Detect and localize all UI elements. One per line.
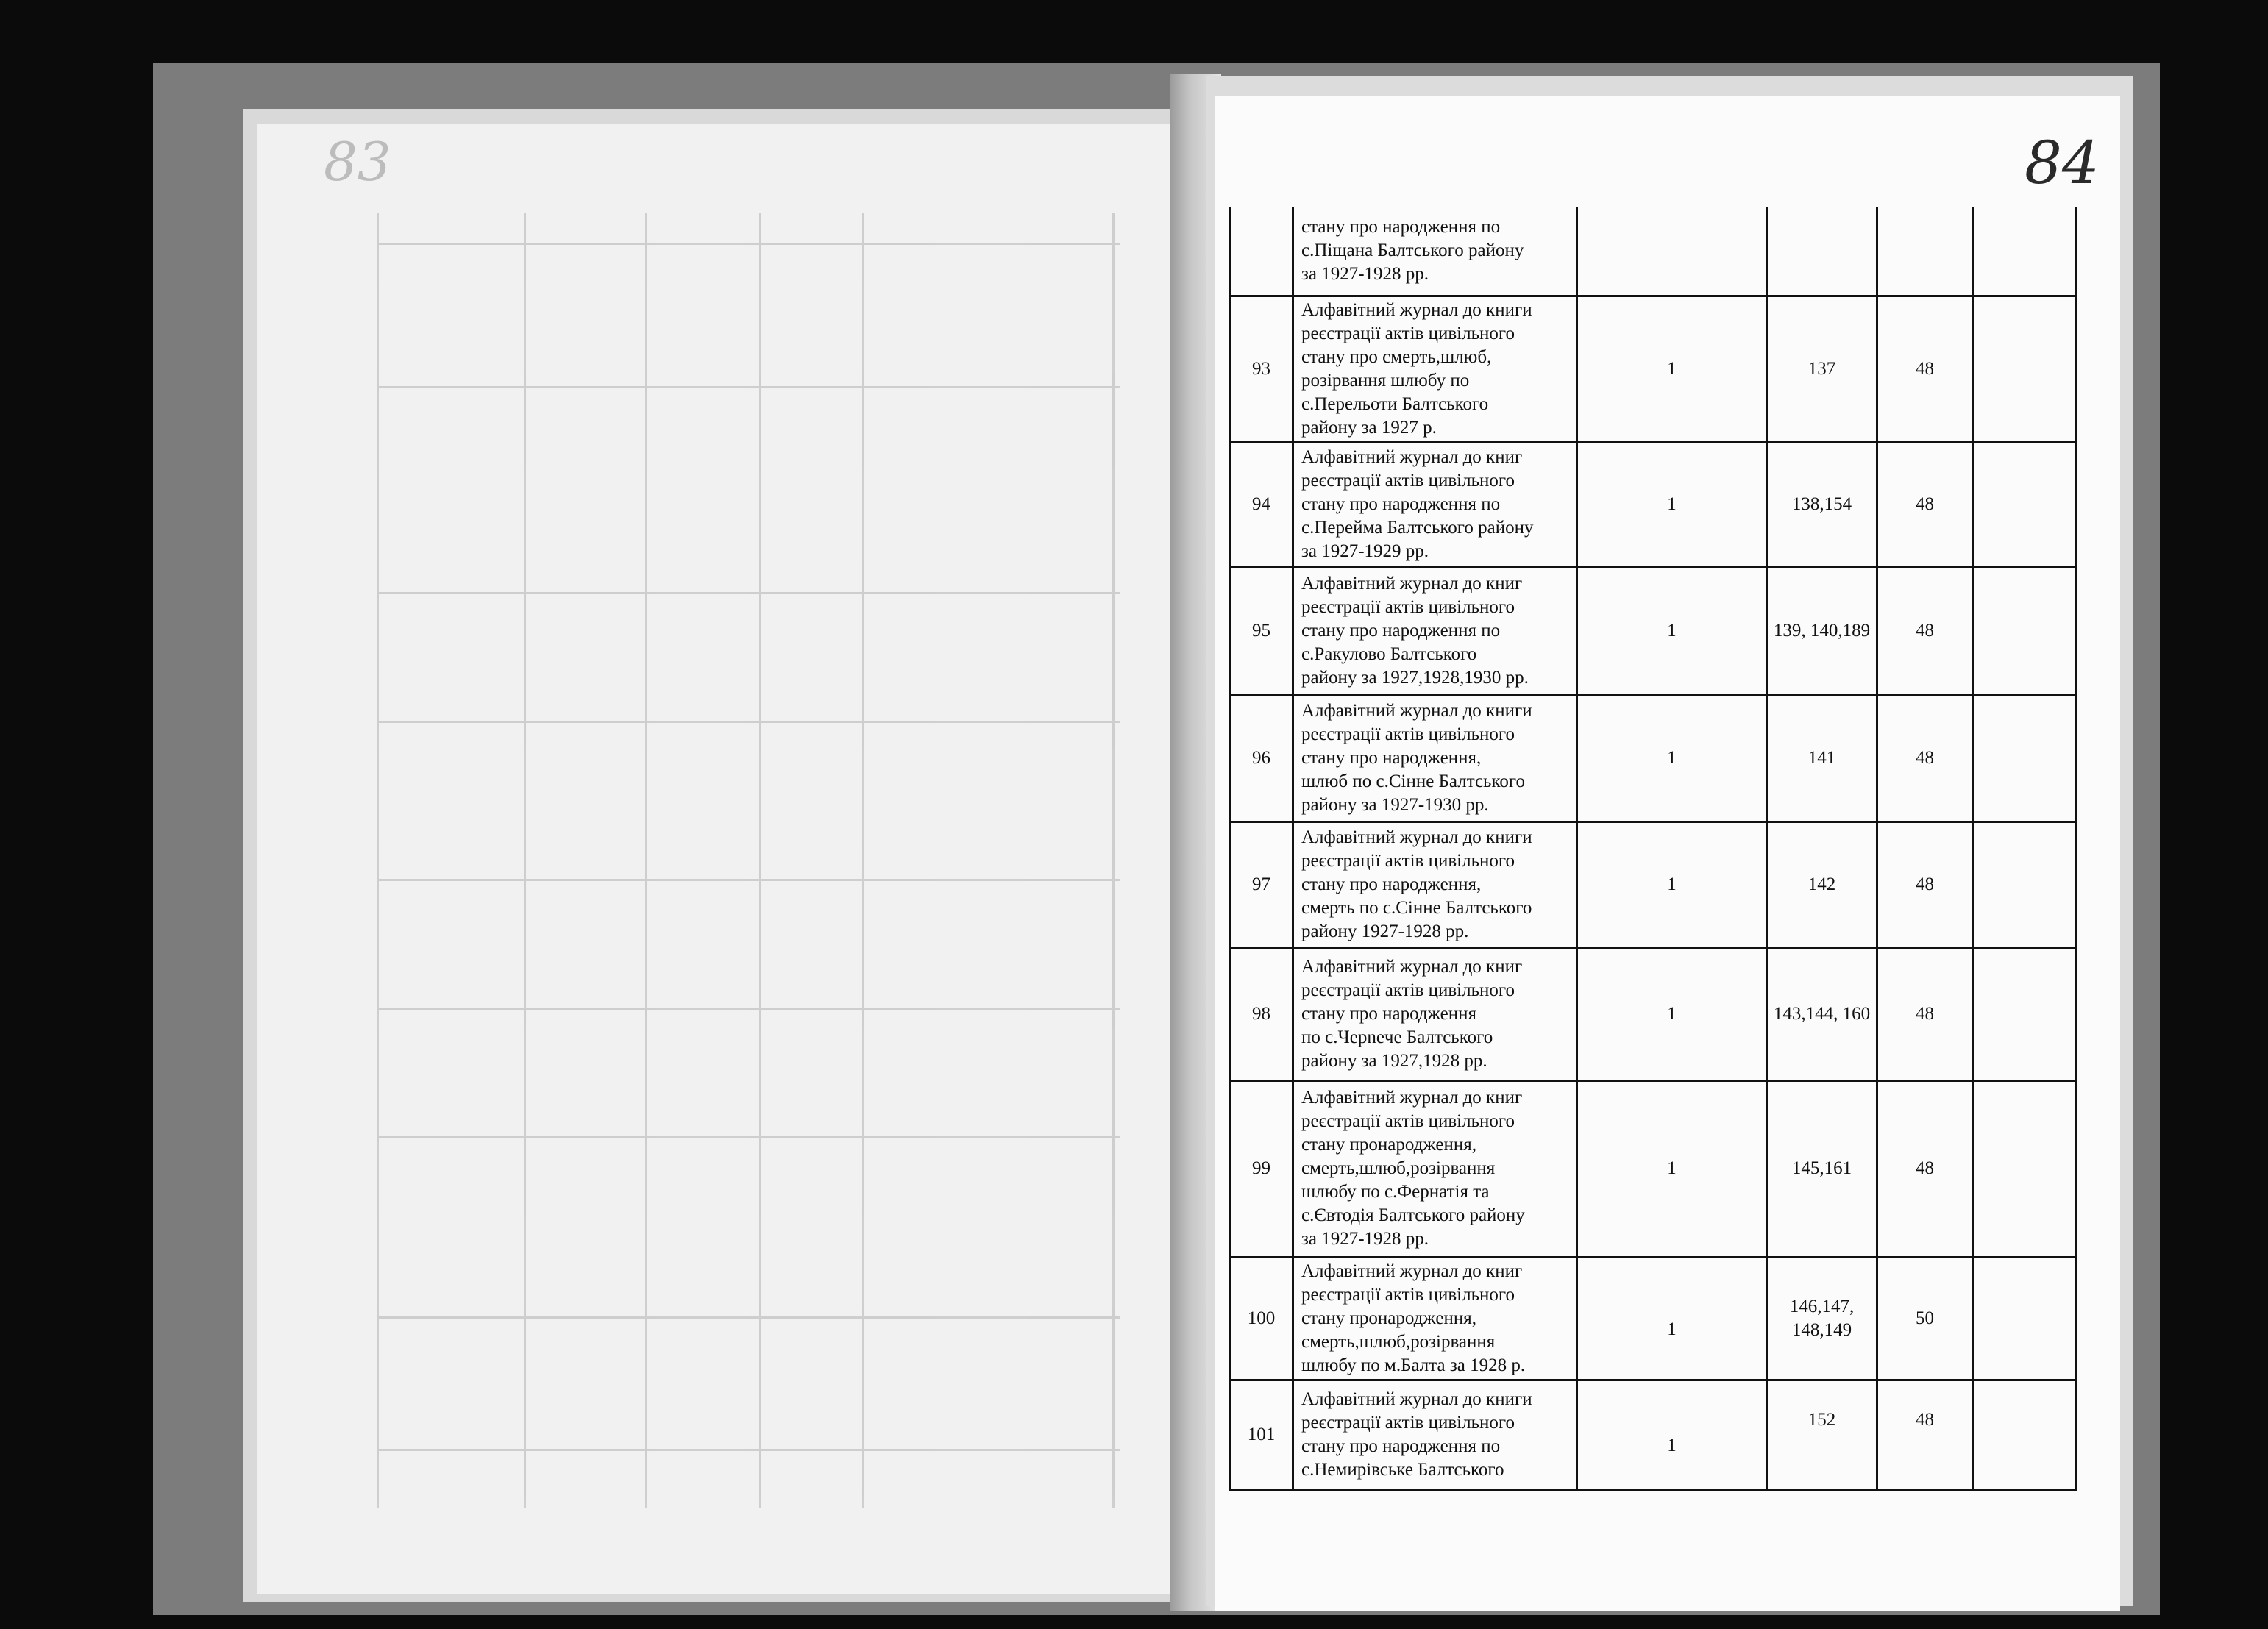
entry-fund-value: 48 (1916, 1410, 1934, 1430)
entry-fund-value: 48 (1916, 358, 1934, 379)
description-line: Алфавітний журнал до книг (1301, 957, 1523, 977)
entry-pages (1767, 207, 1877, 296)
entry-count-value: 1 (1667, 748, 1677, 768)
description-line: району за 1927,1928,1930 рр. (1301, 668, 1529, 688)
entry-pages-value: 138,154 (1791, 494, 1852, 514)
entry-count (1577, 1257, 1767, 1380)
entry-number: 93 (1230, 296, 1293, 442)
entry-pages (1767, 1080, 1877, 1257)
entry-description (1293, 821, 1577, 948)
description-line: шлюб по с.Сінне Балтського (1301, 771, 1525, 791)
entry-description (1293, 442, 1577, 567)
entry-number: 94 (1230, 442, 1293, 567)
entry-count-value: 1 (1667, 1158, 1677, 1178)
description-line: реєстрації актів цивільного (1301, 597, 1515, 617)
entry-pages-value: 141 (1807, 748, 1836, 768)
entry-fund-value: 48 (1916, 621, 1934, 641)
table-row (1230, 948, 2076, 1080)
entry-description (1293, 695, 1577, 821)
entry-note (1973, 1080, 2076, 1257)
entry-pages-value: 142 (1807, 874, 1836, 894)
description-line: с.Ракулово Балтського (1301, 644, 1477, 664)
entry-pages (1767, 1380, 1877, 1490)
description-line: с.Перельоти Балтського (1301, 393, 1489, 414)
entry-description (1293, 948, 1577, 1080)
entry-fund (1877, 1257, 1973, 1380)
entry-fund (1877, 695, 1973, 821)
entry-number: 95 (1230, 567, 1293, 695)
description-line: стану про народження по (1301, 494, 1501, 514)
table-row (1230, 1257, 2076, 1380)
entry-note (1973, 207, 2076, 296)
description-line: Алфавітний журнал до книги (1301, 1389, 1532, 1409)
entry-pages-value: 137 (1807, 358, 1836, 379)
description-line: с.Піщана Балтського району (1301, 240, 1524, 261)
entry-fund-value: 48 (1916, 748, 1934, 768)
entry-fund (1877, 567, 1973, 695)
description-line: реєстрації актів цивільного (1301, 323, 1515, 343)
register-table (1229, 207, 2075, 1485)
entry-fund-value: 50 (1916, 1308, 1934, 1328)
entry-description (1293, 1380, 1577, 1490)
folio-number: 84 (2025, 129, 2100, 197)
entry-note (1973, 821, 2076, 948)
entry-pages (1767, 1257, 1877, 1380)
entry-number: 99 (1230, 1080, 1293, 1257)
description-line: стану пронародження, (1301, 1135, 1476, 1155)
description-line: стану про народження, (1301, 874, 1482, 894)
entry-fund (1877, 821, 1973, 948)
entry-pages (1767, 948, 1877, 1080)
description-line: району за 1927,1928 рр. (1301, 1051, 1487, 1071)
description-line: за 1927-1929 рр. (1301, 541, 1429, 561)
entry-pages (1767, 442, 1877, 567)
entry-pages (1767, 567, 1877, 695)
description-line: району за 1927-1930 рр. (1301, 795, 1489, 815)
description-line: Алфавітний журнал до книги (1301, 299, 1532, 320)
description-line: реєстрації актів цивільного (1301, 471, 1515, 491)
table-row (1230, 207, 2076, 296)
entry-count-value: 1 (1667, 494, 1677, 514)
description-line: реєстрації актів цивільного (1301, 1111, 1515, 1131)
description-line: реєстрації актів цивільного (1301, 980, 1515, 1000)
description-line: Алфавітний журнал до книг (1301, 447, 1523, 467)
description-line: розірвання шлюбу по (1301, 370, 1470, 391)
description-line: стану про народження по (1301, 1436, 1501, 1456)
entry-number: 96 (1230, 695, 1293, 821)
entry-fund (1877, 442, 1973, 567)
description-line: Алфавітний журнал до книг (1301, 574, 1523, 594)
entry-count-value: 1 (1667, 1004, 1677, 1024)
description-line: с.Євтодія Балтського району (1301, 1205, 1525, 1225)
entry-count-value: 1 (1667, 1319, 1677, 1339)
left-page-bleed-through-table (377, 213, 1120, 1508)
entry-number: 100 (1230, 1257, 1293, 1380)
description-line: с.Немирівське Балтського (1301, 1460, 1504, 1480)
entry-note (1973, 442, 2076, 567)
description-line: реєстрації актів цивільного (1301, 724, 1515, 744)
description-line: реєстрації актів цивільного (1301, 1413, 1515, 1433)
entry-description (1293, 1080, 1577, 1257)
entry-count (1577, 1080, 1767, 1257)
table-row (1230, 442, 2076, 567)
description-line: Алфавітний журнал до книг (1301, 1088, 1523, 1108)
entry-number: 98 (1230, 948, 1293, 1080)
description-line: стану про народження (1301, 1004, 1476, 1024)
entry-count (1577, 442, 1767, 567)
description-line: шлюбу по с.Фернатія та (1301, 1182, 1490, 1202)
entry-fund-value: 48 (1916, 494, 1934, 514)
left-folio-mark: 83 (324, 131, 391, 193)
entry-note (1973, 567, 2076, 695)
description-line: стану про народження, (1301, 748, 1482, 768)
entry-fund (1877, 1080, 1973, 1257)
entry-description (1293, 207, 1577, 296)
description-line: смерть по с.Сінне Балтського (1301, 898, 1532, 918)
entry-fund (1877, 948, 1973, 1080)
entry-pages-value: 146,147, 148,149 (1789, 1296, 1855, 1340)
entry-number (1230, 207, 1293, 296)
entry-pages-value: 143,144, 160 (1773, 1004, 1871, 1024)
description-line: по с.Черneче Балтського (1301, 1027, 1493, 1047)
description-line: с.Перейма Балтського району (1301, 518, 1534, 538)
entry-count (1577, 296, 1767, 442)
entry-count-value: 1 (1667, 358, 1677, 379)
entry-pages (1767, 695, 1877, 821)
table-row (1230, 296, 2076, 442)
entry-note (1973, 1380, 2076, 1490)
description-line: стану пронародження, (1301, 1308, 1476, 1328)
entry-description (1293, 296, 1577, 442)
entry-note (1973, 695, 2076, 821)
table-row (1230, 1380, 2076, 1490)
entry-fund (1877, 207, 1973, 296)
entry-pages-value: 139, 140,189 (1773, 621, 1871, 641)
description-line: стану про народження по (1301, 621, 1501, 641)
entry-count (1577, 695, 1767, 821)
table-row (1230, 567, 2076, 695)
entry-note (1973, 948, 2076, 1080)
description-line: Алфавітний журнал до книг (1301, 1261, 1523, 1281)
entry-pages (1767, 821, 1877, 948)
entry-number: 101 (1230, 1380, 1293, 1490)
description-line: району 1927-1928 рр. (1301, 922, 1469, 941)
table-row (1230, 695, 2076, 821)
entry-fund (1877, 1380, 1973, 1490)
description-line: за 1927-1928 рр. (1301, 1229, 1429, 1249)
description-line: стану про народження по (1301, 217, 1501, 238)
entry-description (1293, 1257, 1577, 1380)
description-line: стану про смерть,шлюб, (1301, 346, 1492, 367)
entry-count (1577, 1380, 1767, 1490)
entry-count (1577, 207, 1767, 296)
entry-count (1577, 821, 1767, 948)
entry-fund-value: 48 (1916, 1158, 1934, 1178)
entry-count-value: 1 (1667, 621, 1677, 641)
table-row (1230, 1080, 2076, 1257)
entry-pages-value: 152 (1807, 1410, 1836, 1430)
description-line: за 1927-1928 рр. (1301, 264, 1429, 285)
description-line: району за 1927 р. (1301, 417, 1437, 438)
description-line: смерть,шлюб,розірвання (1301, 1331, 1496, 1352)
entry-count (1577, 948, 1767, 1080)
entry-count (1577, 567, 1767, 695)
table-row (1230, 821, 2076, 948)
entry-fund-value: 48 (1916, 1004, 1934, 1024)
entry-count-value: 1 (1667, 874, 1677, 894)
entry-fund (1877, 296, 1973, 442)
description-line: реєстрації актів цивільного (1301, 1284, 1515, 1305)
entry-number: 97 (1230, 821, 1293, 948)
description-line: шлюбу по м.Балта за 1928 р. (1301, 1355, 1526, 1375)
entry-note (1973, 1257, 2076, 1380)
description-line: реєстрації актів цивільного (1301, 851, 1515, 871)
entry-description (1293, 567, 1577, 695)
description-line: Алфавітний журнал до книги (1301, 701, 1532, 721)
entry-pages-value: 145,161 (1791, 1158, 1852, 1178)
entry-note (1973, 296, 2076, 442)
entry-pages (1767, 296, 1877, 442)
description-line: смерть,шлюб,розірвання (1301, 1158, 1496, 1178)
entry-fund-value: 48 (1916, 874, 1934, 894)
entry-count-value: 1 (1667, 1436, 1677, 1455)
description-line: Алфавітний журнал до книги (1301, 827, 1532, 847)
